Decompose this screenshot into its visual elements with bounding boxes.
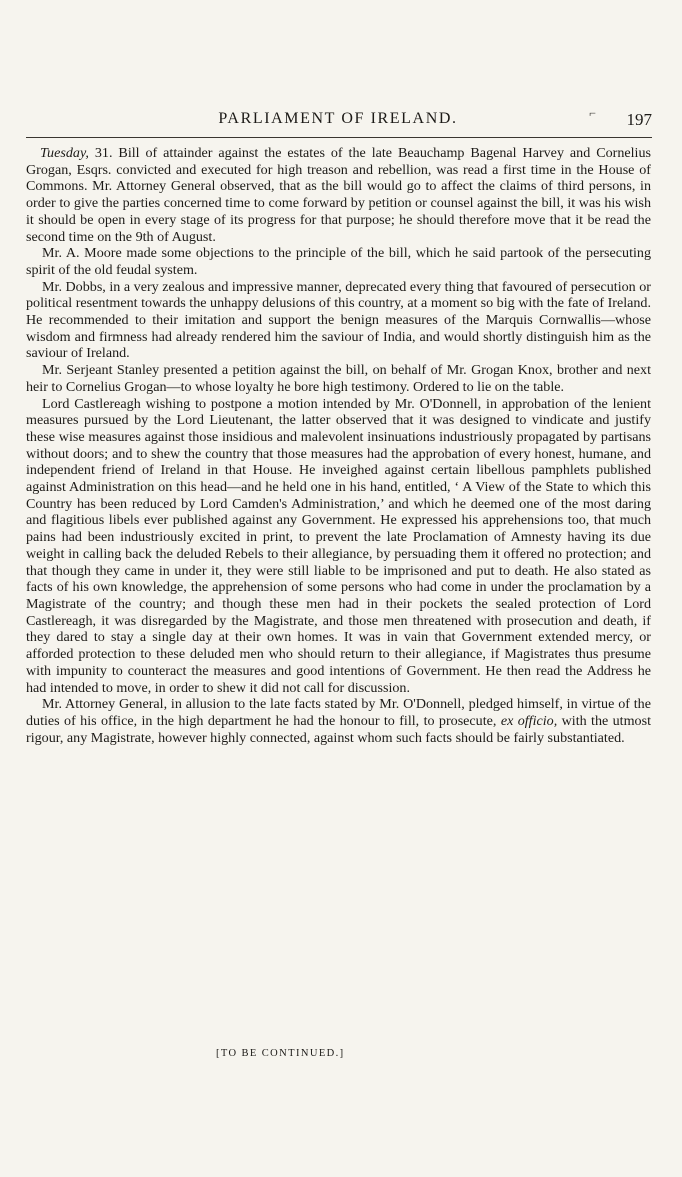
paragraph-5: Lord Castlereagh wishing to postpone a motion intended by Mr. O'Donnell, in approbation of the lenient measures pursued by the Lord Lieutenant, the latter observed that it was designed to vindicate and justify these wise measures against those insidious and malevolent insinuations industriously propagated by partisans without doors; and to shew the country that those measures had the approbation of every honest, humane, and independent friend of Ireland in that House. He inveighed against certain libellous pamphlets published against Administration on this head—and he held one in his hand, entitled, ‘ A View of the State to which this Country has been reduced by Lord Camden's Administration,’ and which he deemed one of the most daring and flagitious libels ever published against any Government. He expressed his apprehensions too, that much pains had been industriously excited in print, to prevent the late Proclamation of Amnesty having its due weight in calling back the deluded Rebels to their allegiance, by persuading them it offered no protection; and that though they came in under it, they were still liable to be imprisoned and put to death. He also stated as facts of his own knowledge, the apprehension of some persons who had come in under the proclamation by a Magistrate of the country; and though these men had in their pockets the sealed protection of Lord Castlereagh, it was disregarded by the Magistrate, and those men threatened with prosecution and death, if they dared to stay a single day at their own homes. It was in vain that Government extended mercy, or afforded protection to these deluded men who should return to their allegiance, if Magistrates thus presume with impunity to counteract the measures and good intentions of Government. He then read the Address he had intended to move, in order to shew it did not call for discussion.: [26, 395, 651, 696]
paragraph-4: Mr. Serjeant Stanley presented a petition against the bill, on behalf of Mr. Grogan Knox, brother and next heir to Cornelius Grogan—to whose loyalty he bore high testimony. Ordered to lie on the table.: [26, 362, 651, 395]
paragraph-3: Mr. Dobbs, in a very zealous and impressive manner, deprecated every thing that favoured of persecution or political resentment towards the unhappy delusions of this country, at a moment so big with the fate of Ireland. He recommended to their imitation and support the benign measures of the Marquis Cornwallis—whose wisdom and firmness had already rendered him the saviour of India, and would shortly distinguish him as the saviour of Ireland.: [26, 278, 651, 362]
paragraph-6: [26, 696, 651, 746]
paragraph-2: Mr. A. Moore made some objections to the principle of the bill, which he said partook of the persecuting spirit of the old feudal system.: [26, 245, 651, 278]
paragraph-6-text-b: with the utmost rigour, any Magistrate, however highly connected, against whom such facts should be fairly substantiated.: [26, 712, 652, 746]
header-rule: [26, 137, 652, 138]
date-label: Tuesday,: [40, 145, 89, 161]
paragraph-6-text-a: Mr. Attorney General, in allusion to the late facts stated by Mr. O'Donnell, pledged himself, in virtue of the duties of his office, in the high department he had the honour to fill, to prosecute,: [26, 696, 651, 729]
page-header: [24, 106, 652, 132]
paragraph-1-text: 31. Bill of attainder against the estates of the late Beauchamp Bagenal Harvey and Cornelius Grogan, Esqrs. convicted and executed for high treason and rebellion, was read a first time in the House of Commons. Mr. Attorney General observed, that as the bill would go to affect the claims of third persons, in order to give the parties concerned time to come forward by petition or counsel against the bill, it was his wish it should be open in every stage of its progress for that purpose; he should therefore move that it be read the second time on the 9th of August.: [26, 145, 651, 245]
latin-phrase: ex officio,: [500, 712, 558, 729]
page-number: 197: [626, 110, 652, 129]
printer-mark: ⌐: [589, 106, 596, 120]
paragraph-1: [26, 145, 651, 245]
article-body: [26, 145, 651, 746]
continued-note: [TO BE CONTINUED.]: [216, 1048, 345, 1059]
running-title: PARLIAMENT OF IRELAND.: [218, 110, 458, 127]
